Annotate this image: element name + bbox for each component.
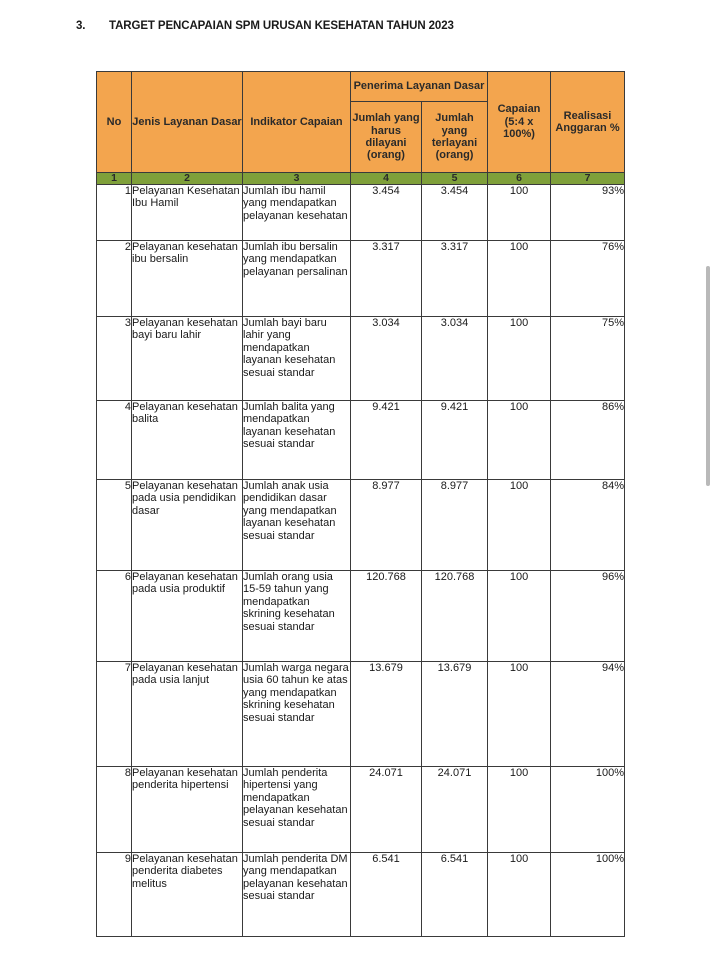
cell-capaian: 100 [488, 401, 551, 480]
column-index: 5 [422, 173, 488, 185]
cell-no: 8 [97, 767, 132, 853]
cell-indikator: Jumlah ibu bersalin yang mendapatkan pelayanan persalinan [243, 241, 351, 317]
cell-layanan: Pelayanan kesehatan penderita hipertensi [132, 767, 243, 853]
header-jumlah-harus: Jumlah yang harus dilayani (orang) [351, 102, 422, 173]
cell-jumlah-harus: 3.317 [351, 241, 422, 317]
header-penerima-group: Penerima Layanan Dasar [351, 72, 488, 102]
cell-jumlah-terlayani: 3.317 [422, 241, 488, 317]
table-row [97, 480, 625, 571]
cell-jumlah-harus: 3.034 [351, 317, 422, 401]
cell-jumlah-terlayani: 3.034 [422, 317, 488, 401]
cell-indikator: Jumlah orang usia 15-59 tahun yang mendapatkan skrining kesehatan sesuai standar [243, 571, 351, 662]
cell-indikator: Jumlah ibu hamil yang mendapatkan pelayanan kesehatan [243, 185, 351, 241]
cell-realisasi: 96% [551, 571, 625, 662]
cell-jumlah-terlayani: 6.541 [422, 853, 488, 937]
cell-layanan: Pelayanan Kesehatan Ibu Hamil [132, 185, 243, 241]
cell-indikator: Jumlah penderita hipertensi yang mendapatkan pelayanan kesehatan sesuai standar [243, 767, 351, 853]
cell-jumlah-harus: 9.421 [351, 401, 422, 480]
cell-jumlah-harus: 8.977 [351, 480, 422, 571]
cell-layanan: Pelayanan kesehatan balita [132, 401, 243, 480]
cell-realisasi: 93% [551, 185, 625, 241]
table-row [97, 317, 625, 401]
cell-layanan: Pelayanan kesehatan pada usia produktif [132, 571, 243, 662]
cell-indikator: Jumlah balita yang mendapatkan layanan kesehatan sesuai standar [243, 401, 351, 480]
table-row [97, 241, 625, 317]
cell-no: 7 [97, 662, 132, 767]
cell-jumlah-terlayani: 120.768 [422, 571, 488, 662]
cell-layanan: Pelayanan kesehatan pada usia pendidikan dasar [132, 480, 243, 571]
cell-capaian: 100 [488, 185, 551, 241]
cell-jumlah-harus: 120.768 [351, 571, 422, 662]
header-capaian: Capaian (5:4 x 100%) [488, 72, 551, 173]
cell-capaian: 100 [488, 241, 551, 317]
header-no: No [97, 72, 132, 173]
cell-capaian: 100 [488, 480, 551, 571]
section-heading [76, 20, 454, 32]
column-index: 7 [551, 173, 625, 185]
cell-jumlah-terlayani: 3.454 [422, 185, 488, 241]
cell-layanan: Pelayanan kesehatan bayi baru lahir [132, 317, 243, 401]
table-row [97, 185, 625, 241]
cell-realisasi: 75% [551, 317, 625, 401]
cell-jumlah-terlayani: 24.071 [422, 767, 488, 853]
cell-no: 4 [97, 401, 132, 480]
section-title: TARGET PENCAPAIAN SPM URUSAN KESEHATAN TAHUN 2023 [109, 20, 454, 32]
cell-capaian: 100 [488, 662, 551, 767]
cell-jumlah-terlayani: 8.977 [422, 480, 488, 571]
cell-capaian: 100 [488, 571, 551, 662]
scrollbar-thumb[interactable] [706, 266, 710, 486]
cell-jumlah-terlayani: 9.421 [422, 401, 488, 480]
cell-no: 3 [97, 317, 132, 401]
column-index: 1 [97, 173, 132, 185]
cell-jumlah-harus: 3.454 [351, 185, 422, 241]
cell-realisasi: 100% [551, 853, 625, 937]
header-indikator: Indikator Capaian [243, 72, 351, 173]
cell-realisasi: 84% [551, 480, 625, 571]
cell-realisasi: 94% [551, 662, 625, 767]
cell-no: 6 [97, 571, 132, 662]
spm-health-table [96, 71, 625, 937]
cell-no: 5 [97, 480, 132, 571]
cell-no: 9 [97, 853, 132, 937]
table-row [97, 662, 625, 767]
column-index: 3 [243, 173, 351, 185]
cell-layanan: Pelayanan kesehatan ibu bersalin [132, 241, 243, 317]
column-index: 6 [488, 173, 551, 185]
table-row [97, 401, 625, 480]
cell-capaian: 100 [488, 853, 551, 937]
cell-indikator: Jumlah anak usia pendidikan dasar yang mendapatkan layanan kesehatan sesuai standar [243, 480, 351, 571]
cell-jumlah-harus: 13.679 [351, 662, 422, 767]
cell-layanan: Pelayanan kesehatan pada usia lanjut [132, 662, 243, 767]
cell-indikator: Jumlah penderita DM yang mendapatkan pelayanan kesehatan sesuai standar [243, 853, 351, 937]
section-number: 3. [76, 20, 86, 32]
cell-realisasi: 86% [551, 401, 625, 480]
cell-capaian: 100 [488, 767, 551, 853]
cell-indikator: Jumlah bayi baru lahir yang mendapatkan layanan kesehatan sesuai standar [243, 317, 351, 401]
cell-jumlah-harus: 24.071 [351, 767, 422, 853]
header-realisasi: Realisasi Anggaran % [551, 72, 625, 173]
column-index-row [97, 173, 625, 185]
cell-indikator: Jumlah warga negara usia 60 tahun ke atas yang mendapatkan skrining kesehatan sesuai standar [243, 662, 351, 767]
table-row [97, 853, 625, 937]
header-jumlah-terlayani: Jumlah yang terlayani (orang) [422, 102, 488, 173]
column-index: 4 [351, 173, 422, 185]
header-jenis-layanan: Jenis Layanan Dasar [132, 72, 243, 173]
cell-capaian: 100 [488, 317, 551, 401]
cell-no: 1 [97, 185, 132, 241]
cell-realisasi: 100% [551, 767, 625, 853]
cell-realisasi: 76% [551, 241, 625, 317]
cell-layanan: Pelayanan kesehatan penderita diabetes melitus [132, 853, 243, 937]
table-row [97, 767, 625, 853]
cell-no: 2 [97, 241, 132, 317]
column-index: 2 [132, 173, 243, 185]
table-row [97, 571, 625, 662]
cell-jumlah-harus: 6.541 [351, 853, 422, 937]
cell-jumlah-terlayani: 13.679 [422, 662, 488, 767]
